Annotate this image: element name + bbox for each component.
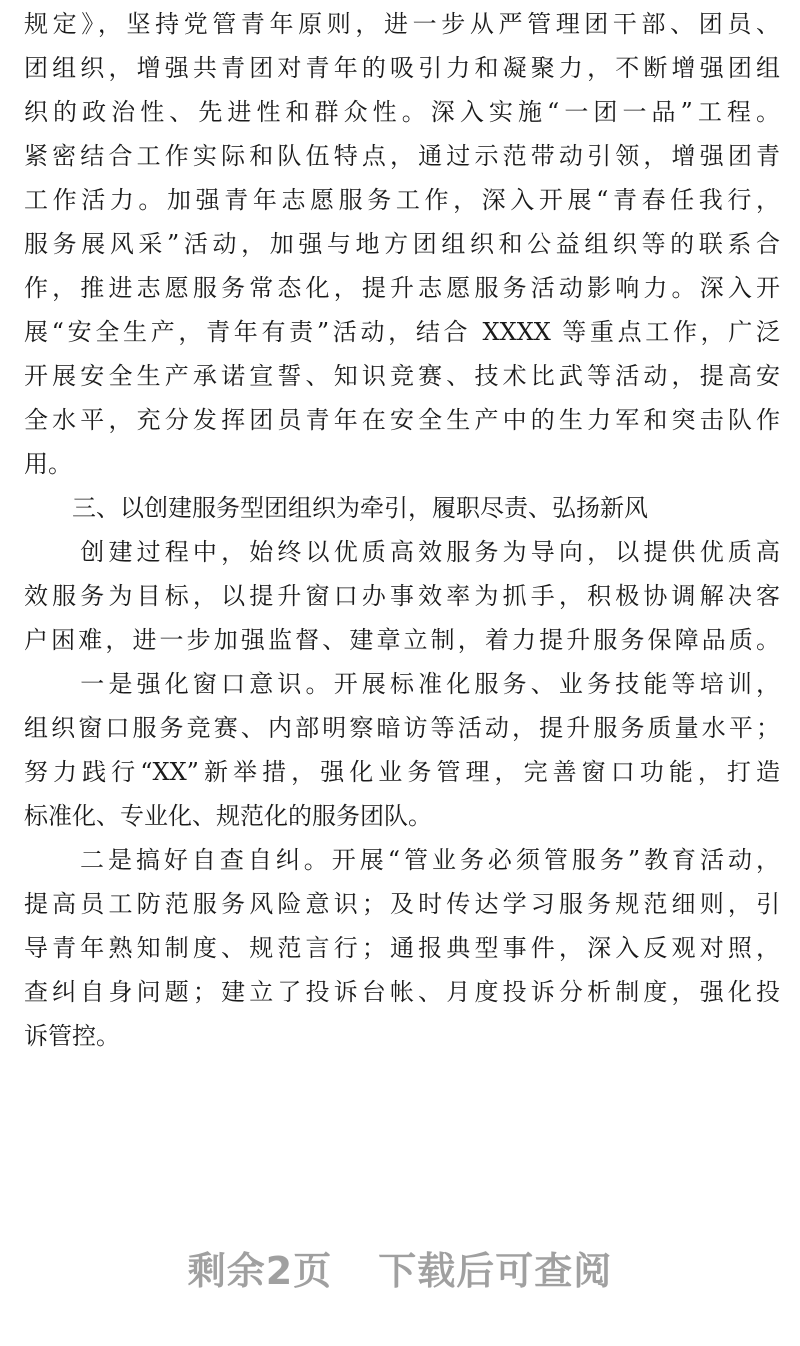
document-body [24, 2, 780, 1058]
text-line: 户困难，进一步加强监督、建章立制，着力提升服务保障品质。 [24, 626, 780, 654]
text-line: 组织窗口服务竞赛、内部明察暗访等活动，提升服务质量水平； [24, 714, 780, 742]
text-line: 织的政治性、先进性和群众性。深入实施“一团一品”工程。 [24, 98, 780, 126]
remaining-pages-label: 剩余2页 [187, 1249, 333, 1293]
text-line: 一是强化窗口意识。开展标准化服务、业务技能等培训， [24, 670, 780, 698]
text-line: 开展安全生产承诺宣誓、知识竞赛、技术比武等活动，提高安 [24, 362, 780, 390]
text-line: 作，推进志愿服务常态化，提升志愿服务活动影响力。深入开 [24, 274, 780, 302]
download-prompt[interactable] [0, 1240, 800, 1295]
text-line: 服务展风采”活动，加强与地方团组织和公益组织等的联系合 [24, 230, 780, 258]
text-line: 展“安全生产，青年有责”活动，结合 XXXX 等重点工作，广泛 [24, 318, 780, 346]
text-line: 创建过程中，始终以优质高效服务为导向，以提供优质高 [24, 538, 780, 566]
text-line: 二是搞好自查自纠。开展“管业务必须管服务”教育活动， [24, 846, 780, 874]
text-line: 全水平，充分发挥团员青年在安全生产中的生力军和突击队作 [24, 406, 780, 434]
text-line: 规定》，坚持党管青年原则，进一步从严管理团干部、团员、 [24, 10, 780, 38]
download-hint-label: 下载后可查阅 [378, 1249, 613, 1293]
text-line: 工作活力。加强青年志愿服务工作，深入开展“青春任我行， [24, 186, 780, 214]
text-line: 三、以创建服务型团组织为牵引，履职尽责、弘扬新风 [24, 494, 648, 522]
text-line: 用。 [24, 450, 72, 478]
text-line: 提高员工防范服务风险意识；及时传达学习服务规范细则，引 [24, 890, 780, 918]
text-line: 效服务为目标，以提升窗口办事效率为抓手，积极协调解决客 [24, 582, 780, 610]
text-line: 诉管控。 [24, 1022, 120, 1050]
text-line: 紧密结合工作实际和队伍特点，通过示范带动引领，增强团青 [24, 142, 780, 170]
text-line: 团组织，增强共青团对青年的吸引力和凝聚力，不断增强团组 [24, 54, 780, 82]
text-line: 努力践行“XX”新举措，强化业务管理，完善窗口功能，打造 [24, 758, 780, 786]
text-line: 查纠自身问题；建立了投诉台帐、月度投诉分析制度，强化投 [24, 978, 780, 1006]
text-line: 标准化、专业化、规范化的服务团队。 [24, 802, 432, 830]
text-line: 导青年熟知制度、规范言行；通报典型事件，深入反观对照， [24, 934, 780, 962]
